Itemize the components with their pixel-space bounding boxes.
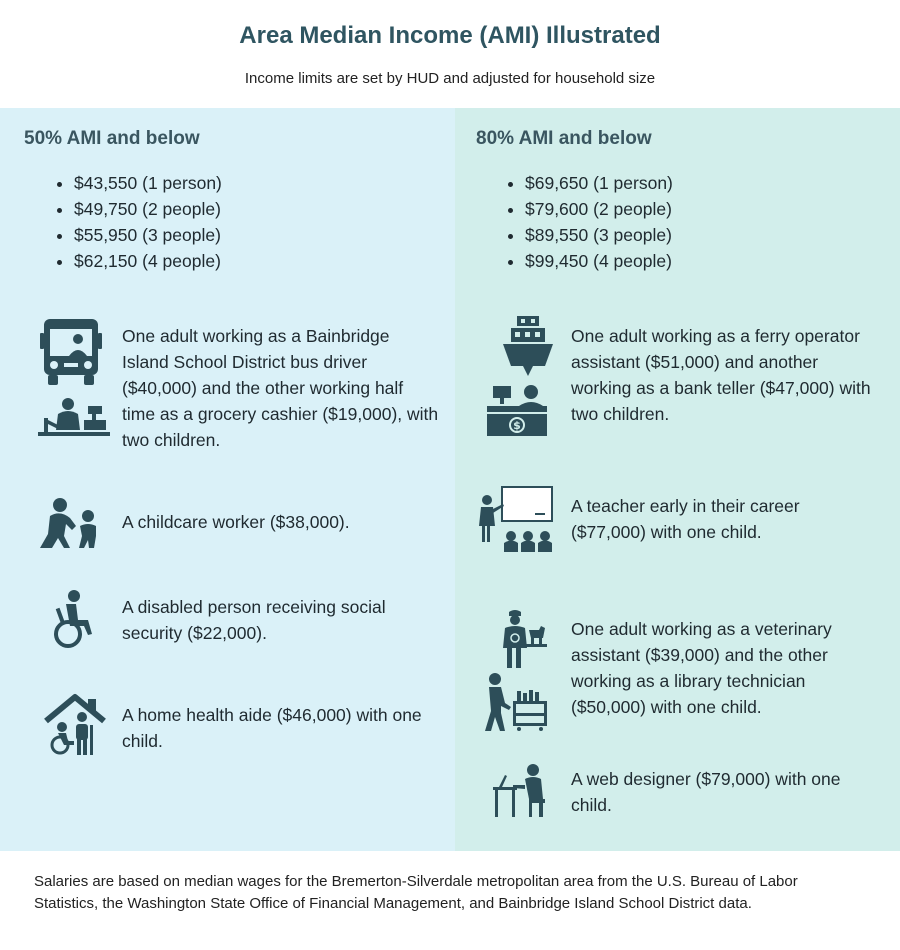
limit-item: • $99,450 (4 people) <box>525 248 673 274</box>
example-text: A childcare worker ($38,000). <box>122 512 350 532</box>
page-title: Area Median Income (AMI) Illustrated <box>239 22 661 49</box>
svg-text:$: $ <box>513 419 521 432</box>
columns <box>0 108 900 851</box>
example-text: One adult working as a Bainbridge Island School District bus driver ($40,000) and the other working half time as a grocery cashier ($19,000), with two children. <box>122 326 439 450</box>
limit-item: • $49,750 (2 people) <box>74 196 222 222</box>
cashier-icon <box>38 396 110 442</box>
childcare-icon <box>40 498 98 550</box>
wheelchair-icon <box>50 590 96 648</box>
example-text: A disabled person receiving social security ($22,000). <box>122 597 386 643</box>
limit-item: • $79,600 (2 people) <box>525 196 673 222</box>
column-50-ami <box>0 108 455 851</box>
column-title-80: 80% AMI and below <box>476 128 652 149</box>
library-icon <box>483 673 549 731</box>
limit-item: • $89,550 (3 people) <box>525 222 673 248</box>
footer-note: Salaries are based on median wages for the Bremerton-Silverdale metropolitan area from the U.S. Bureau of Labor Statistics, the Washington State Office of Financial Management, and Bainbridge Island School District data. <box>34 873 798 912</box>
bank-teller-icon <box>485 384 549 436</box>
ferry-icon <box>503 316 553 376</box>
limit-item: • $69,650 (1 person) <box>525 170 673 196</box>
example-text: A teacher early in their career ($77,000) with one child. <box>571 496 800 542</box>
example-text: One adult working as a veterinary assistant ($39,000) and the other working as a library technician ($50,000) with one child. <box>571 619 832 717</box>
example-text: A home health aide ($46,000) with one child. <box>122 705 422 751</box>
bus-icon <box>40 319 102 385</box>
web-designer-icon <box>493 763 549 819</box>
income-limits-80 <box>501 170 673 274</box>
example-text: One adult working as a ferry operator assistant ($51,000) and another working as a bank teller ($47,000) with two children. <box>571 326 871 424</box>
limit-item: • $43,550 (1 person) <box>74 170 222 196</box>
example-text: A web designer ($79,000) with one child. <box>571 769 841 815</box>
limit-item: • $55,950 (3 people) <box>74 222 222 248</box>
income-limits-50 <box>50 170 222 274</box>
page-subtitle: Income limits are set by HUD and adjusted for household size <box>244 70 656 87</box>
header <box>0 0 900 108</box>
teacher-icon <box>475 486 555 556</box>
limit-item: • $62,150 (4 people) <box>74 248 222 274</box>
home-care-icon <box>42 693 108 755</box>
veterinary-icon <box>503 608 549 668</box>
column-title-50: 50% AMI and below <box>24 128 200 149</box>
column-80-ami <box>455 108 900 851</box>
